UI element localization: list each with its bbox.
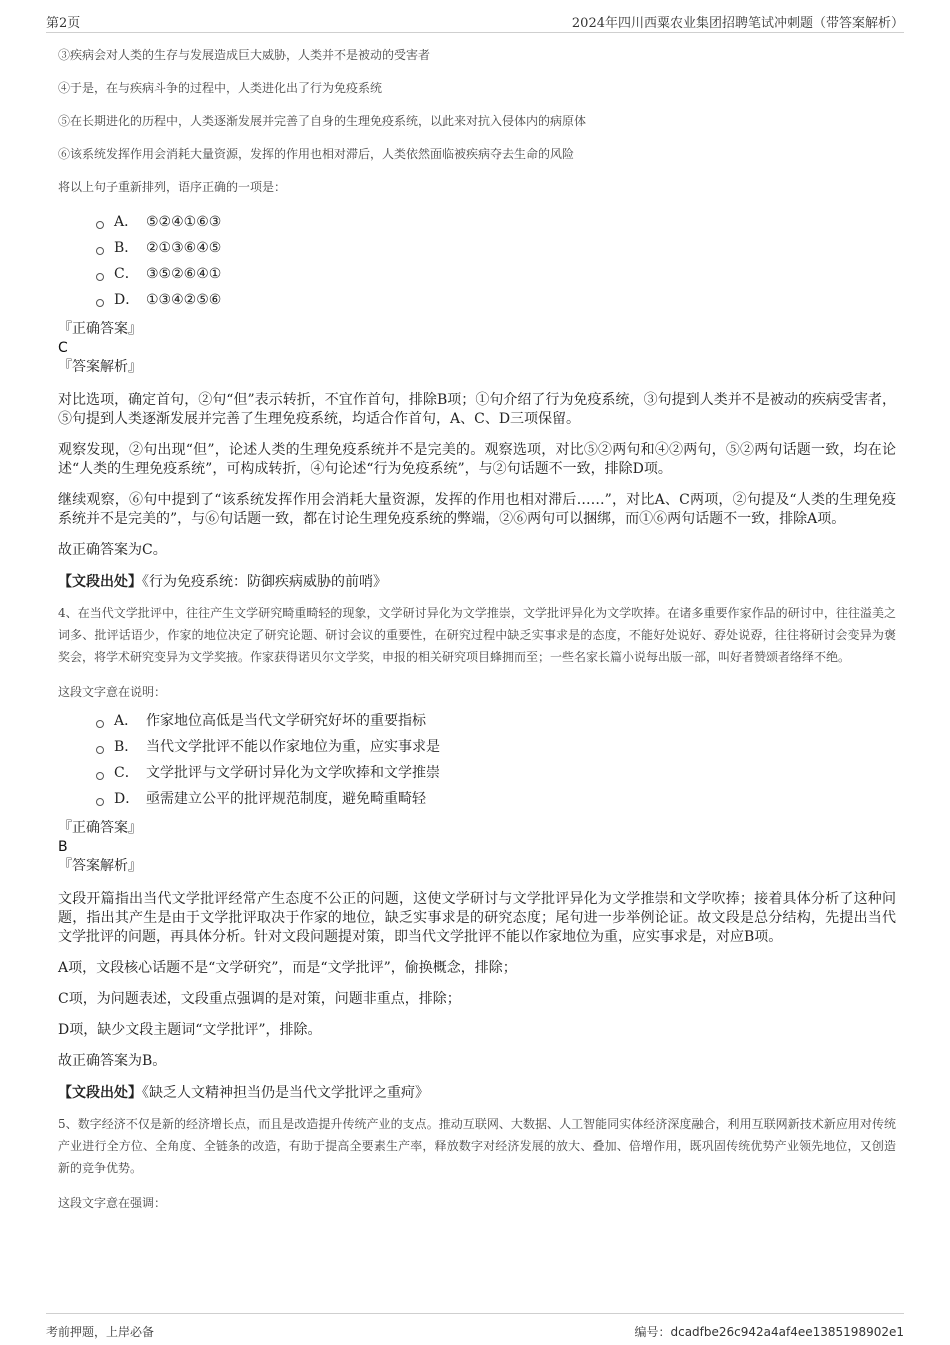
radio-icon[interactable]	[96, 798, 104, 806]
sentence-6: ⑥该系统发挥作用会消耗大量资源，发挥的作用也相对滞后，人类依然面临被疾病夺去生命的风险	[58, 147, 575, 161]
source-tag: 【文段出处】	[58, 1085, 142, 1101]
radio-icon[interactable]	[96, 273, 104, 281]
option-text: 当代文学批评不能以作家地位为重，应实事求是	[146, 739, 440, 755]
radio-icon[interactable]	[96, 247, 104, 255]
option-letter: D．	[114, 292, 140, 308]
question-prompt: 将以上句子重新排列，语序正确的一项是：	[58, 180, 287, 194]
sentence-3: ③疾病会对人类的生存与发展造成巨大威胁，人类并不是被动的受害者	[58, 48, 431, 62]
option-d[interactable]	[96, 786, 896, 812]
question-text: 5、数字经济不仅是新的经济增长点，而且是改造提升传统产业的支点。推动互联网、大数据、人工智能同实体经济深度融合，利用互联网新技术新应用对传统产业进行全方位、全角度、全链条的改造，有助于提高全要素生产率，释放数字对经济发展的放大、叠加、倍增作用，既巩固传统优势产业领先地位，又创造新的竞争优势。	[58, 1117, 896, 1175]
sentence-4: ④于是，在与疾病斗争的过程中，人类进化出了行为免疫系统	[58, 81, 383, 95]
source-title: 《缺乏人文精神担当仍是当代文学批评之重疴》	[142, 1085, 429, 1101]
option-text: 作家地位高低是当代文学研究好坏的重要指标	[146, 713, 426, 729]
radio-icon[interactable]	[96, 299, 104, 307]
options-list	[96, 708, 896, 812]
radio-icon[interactable]	[96, 746, 104, 754]
analysis-paragraph: 文段开篇指出当代文学批评经常产生态度不公正的问题，这使文学研讨与文学批评异化为文学推崇和文学吹捧；接着具体分析了这种问题，指出其产生是由于文学批评取决于作家的地位，缺乏实事求是的研究态度；尾句进一步举例论证。故文段是总分结构，先提出当代文学批评的问题，再具体分析。针对文段问题提对策，即当代文学批评不能以作家地位为重，应实事求是，对应B项。	[58, 891, 896, 945]
option-b[interactable]	[96, 235, 896, 261]
option-text: ③⑤②⑥④①	[146, 266, 222, 282]
page-footer	[46, 1313, 904, 1340]
option-c[interactable]	[96, 261, 896, 287]
question-text: 4、在当代文学批评中，往往产生文学研究畸重畸轻的现象，文学研讨异化为文学推崇，文学批评异化为文学吹捧。在诸多重要作家作品的研讨中，往往溢美之词多、批评话语少，作家的地位决定了研究论题、研讨会议的重要性，在研究过程中缺乏实事求是的态度，不能好处说好、孬处说孬，往往将研讨会变异为褒奖会，将学术研究变异为文学奖掖。作家获得诺贝尔文学奖，申报的相关研究项目蜂拥而至；一些名家长篇小说每出版一部，叫好者赞颂者络绎不绝。	[58, 606, 896, 664]
option-d[interactable]	[96, 287, 896, 313]
document-code-label: 编号：	[634, 1325, 671, 1339]
page-header	[46, 12, 904, 33]
analysis-paragraph: A项，文段核心话题不是“文学研究”，而是“文学批评”，偷换概念，排除；	[58, 960, 517, 976]
correct-answer-label: 『正确答案』	[58, 820, 142, 836]
question-prompt: 这段文字意在强调：	[58, 1196, 167, 1210]
document-code	[634, 1323, 904, 1340]
option-letter: A．	[114, 214, 139, 230]
document-body	[58, 42, 896, 1217]
footer-slogan: 考前押题，上岸必备	[46, 1325, 155, 1339]
analysis-paragraph: 观察发现，②句出现“但”，论述人类的生理免疫系统并不是完美的。观察选项，对比⑤②两句和④②两句，⑤②两句话题一致，均在论述“人类的生理免疫系统”，可构成转折，④句论述“行为免疫系统”，与②句话题不一致，排除D项。	[58, 442, 896, 477]
option-text: 亟需建立公平的批评规范制度，避免畸重畸轻	[146, 791, 426, 807]
source-citation	[58, 572, 896, 592]
document-title: 2024年四川西粟农业集团招聘笔试冲刺题（带答案解析）	[571, 16, 904, 31]
question-3	[58, 44, 896, 592]
analysis-label: 『答案解析』	[58, 359, 142, 375]
option-letter: C．	[114, 266, 139, 282]
option-letter: D．	[114, 791, 140, 807]
analysis-conclusion: 故正确答案为B。	[58, 1053, 167, 1069]
radio-icon[interactable]	[96, 221, 104, 229]
option-a[interactable]	[96, 708, 896, 734]
option-text: ⑤②④①⑥③	[146, 214, 222, 230]
correct-answer-label: 『正确答案』	[58, 321, 142, 337]
question-prompt: 这段文字意在说明：	[58, 685, 167, 699]
option-a[interactable]	[96, 209, 896, 235]
analysis-paragraph: C项，为问题表述，文段重点强调的是对策，问题非重点，排除；	[58, 991, 461, 1007]
option-text: ②①③⑥④⑤	[146, 240, 222, 256]
question-4	[58, 602, 896, 1103]
analysis-conclusion: 故正确答案为C。	[58, 542, 167, 558]
radio-icon[interactable]	[96, 772, 104, 780]
radio-icon[interactable]	[96, 720, 104, 728]
analysis-paragraph: 对比选项，确定首句，②句“但”表示转折，不宜作首句，排除B项；①句介绍了行为免疫系统，③句提到人类并不是被动的疾病受害者，⑤句提到人类逐渐发展并完善了生理免疫系统，均适合作首句，A、C、D三项保留。	[58, 392, 896, 427]
options-list	[96, 209, 896, 313]
option-b[interactable]	[96, 734, 896, 760]
analysis-paragraph: D项，缺少文段主题词“文学批评”，排除。	[58, 1022, 322, 1038]
source-title: 《行为免疫系统：防御疾病威胁的前哨》	[142, 574, 387, 590]
page-number: 第2页	[46, 16, 81, 31]
analysis-paragraph: 继续观察，⑥句中提到了“该系统发挥作用会消耗大量资源，发挥的作用也相对滞后……”，对比A、C两项，②句提及“人类的生理免疫系统并不是完美的”，与⑥句话题一致，都在讨论生理免疫系统的弊端，②⑥两句可以捆绑，而①⑥两句话题不一致，排除A项。	[58, 492, 896, 527]
option-text: ①③④②⑤⑥	[146, 292, 222, 308]
option-c[interactable]	[96, 760, 896, 786]
source-citation	[58, 1083, 896, 1103]
document-code-value: dcadfbe26c942a4af4ee1385198902e1	[670, 1325, 904, 1339]
question-5	[58, 1113, 896, 1213]
option-letter: C．	[114, 765, 139, 781]
option-letter: A．	[114, 713, 139, 729]
option-text: 文学批评与文学研讨异化为文学吹捧和文学推崇	[146, 765, 440, 781]
option-letter: B．	[114, 240, 139, 256]
correct-answer: C	[58, 340, 68, 356]
source-tag: 【文段出处】	[58, 574, 142, 590]
correct-answer: B	[58, 839, 68, 855]
option-letter: B．	[114, 739, 139, 755]
analysis-label: 『答案解析』	[58, 858, 142, 874]
sentence-5: ⑤在长期进化的历程中，人类逐渐发展并完善了自身的生理免疫系统，以此来对抗入侵体内的病原体	[58, 114, 587, 128]
